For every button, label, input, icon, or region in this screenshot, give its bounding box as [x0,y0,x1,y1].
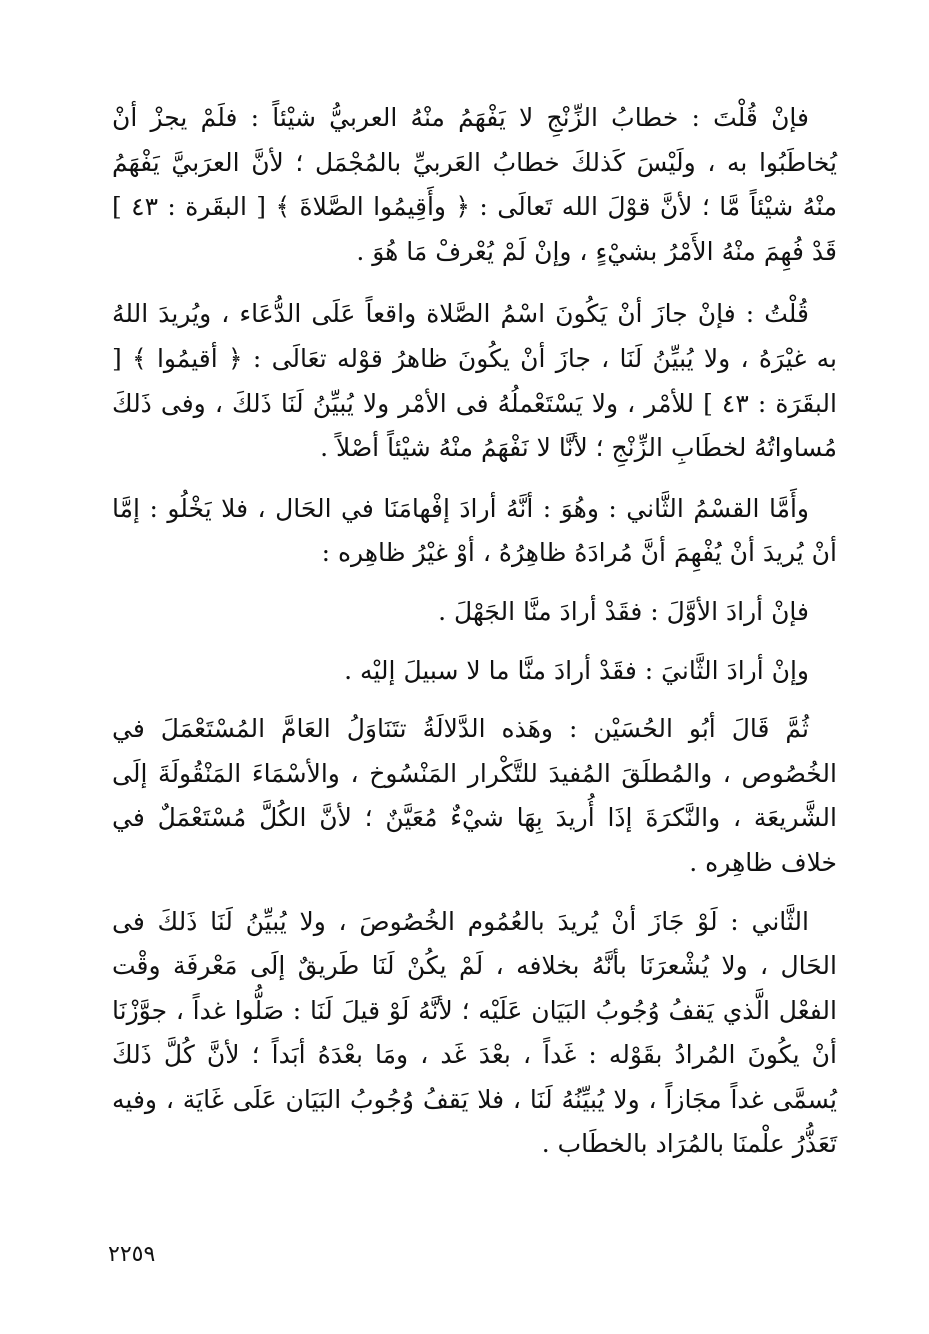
page-number: ٢٢٥٩ [108,1242,156,1267]
paragraph-second-option: وإنْ أرادَ الثَّانيَ : فقَدْ أرادَ منَّا ما لا سبيلَ إليْه . [344,655,809,685]
paragraph-second-argument: الثَّاني : لَوْ جَازَ أنْ يُريدَ بالعُمُوم الخُصُوصَ ، ولا يُبيِّنُ لَنَا ذَلكَ فى الحَال ، ولا يُشْعرَنَا بأنَّهُ بخلافه ، لَمْ يكُنْ لَنَا طَريقٌ إلَى مَعْرفَة وقْت الفعْل الَّذي يَقفُ وُجُوبُ البَيَان عَلَيْه ؛ لأنَّهُ لَوْ قيلَ لَنَا : صَلُّوا غداً ، جوَّزْنَا أنْ يكُونَ المُرادُ بقَوْله : غَداً ، بعْدَ غَد ، ومَا بعْدَهُ أبَداً ؛ لأنَّ كُلَّ ذَلكَ يُسمَّى غداً مجَازاً ، ولا يُبيِّنُهُ لَنَا ، فلا يَقفُ وُجُوبُ البَيَان عَلَى غَايَة ، وفيه تَعَذُّرُ علْمنَا بالمُرَاد بالخطَاب . [112,906,837,1159]
page-body [112,96,837,1167]
paragraph-abu-al-husayn: ثُمَّ قَالَ أبُو الحُسَيْن : وهَذه الدَّلالَةُ تتَنَاوَلُ العَامَّ المُسْتَعْمَلَ في الخُصُوص ، والمُطلَقَ المُفيدَ للتَّكْرار المَنْسُوخ ، والأسْمَاءَ المَنْقُولَةَ إلَى الشَّريعَة ، والنَّكرَةَ إذَا أُريدَ بِهَا شيْءٌ مُعَيَّنٌ ؛ لأنَّ الكُلَّ مُسْتَعْمَلٌ في خلاف ظاهِره . [112,714,837,877]
paragraph-objection: فإنْ قُلْتَ : خطابُ الزِّنْجِ لا يَفْهَمُ منْهُ العربيُّ شيْئاً : فلَمْ يجزْ أنْ يُخاطَبُوا به ، ولَيْسَ كَذلكَ خطابُ العَربيِّ بالمُجْمَل ؛ لأنَّ العرَبيَّ يَفْهَمُ منْهُ شيْئاً مَّا ؛ لأنَّ قوْلَ الله تَعالَى : ﴿ وأَقِيمُوا الصَّلاةَ ﴾ [ البقَرة : ٤٣ ] قَدْ فُهِمَ منْهُ الأَمْرُ بشيْءٍ ، وإنْ لَمْ يُعْرفْ مَا هُوَ . [112,103,837,266]
paragraph-first-option: فإنْ أرادَ الأوَّلَ : فقَدْ أرادَ منَّا الجَهْلَ . [438,596,809,626]
paragraph-second-section: وأَمَّا القسْمُ الثَّاني : وهُوَ : أنَّهُ أرادَ إفْهامَنَا في الحَال ، فلا يَخْلُو : إمَّا أنْ يُريدَ أنْ يُفْهِمَ أنَّ مُرادَهُ ظاهِرُهُ ، أوْ غيْرُ ظاهِره : [112,493,837,568]
paragraph-reply: قُلْتُ : فإنْ جازَ أنْ يَكُونَ اسْمُ الصَّلاة واقعاً عَلَى الدُّعَاء ، ويُريدَ اللهُ به غيْرَهُ ، ولا يُبيِّنُ لَنَا ، جازَ أنْ يكُونَ ظاهرُ قوْله تعَالَى : ﴿ أقيمُوا ﴾ [ البقَرَة : ٤٣ ] للأمْر ، ولا يَسْتَعْملُهُ فى الأمْر ولا يُبيِّنُ لَنَا ذَلكَ ، وفى ذَلكَ مُساواتُهُ لخطَابِ الزِّنْجِ ؛ لأنَّا لا نَفْهَمُ منْهُ شيْئاً أصْلاً . [112,299,837,463]
